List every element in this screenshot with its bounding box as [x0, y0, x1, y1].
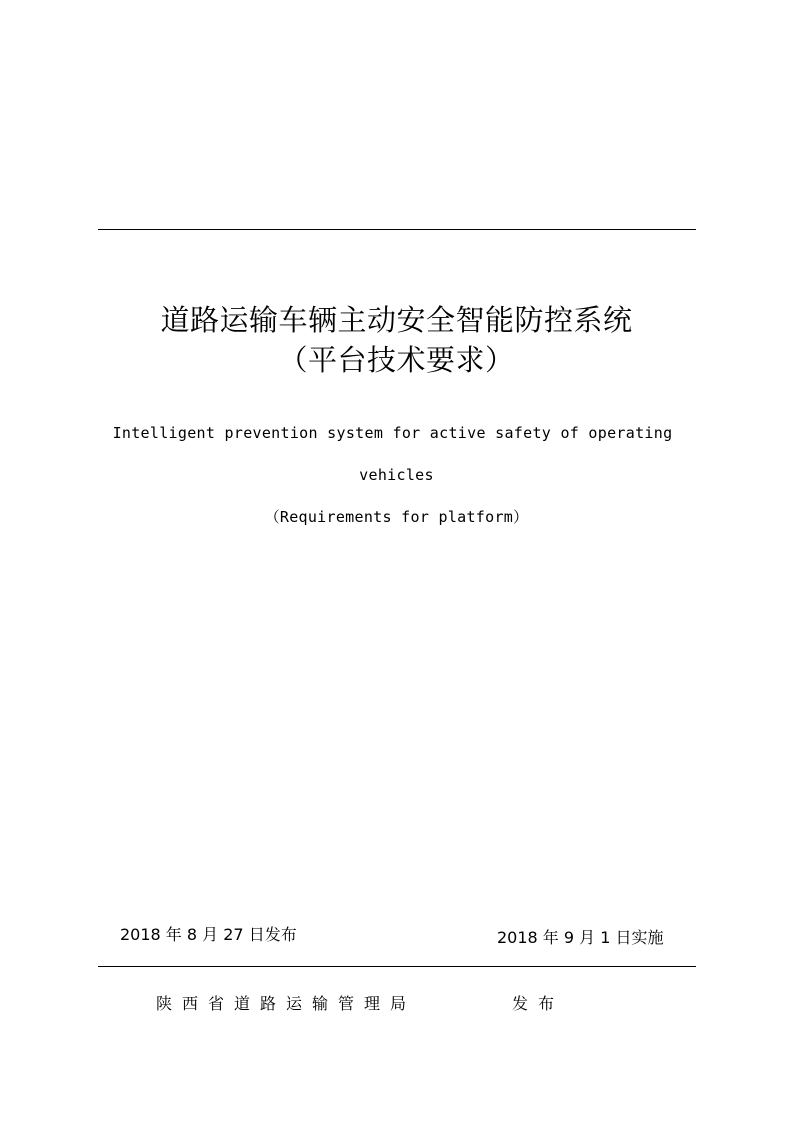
document-subtitle-en: （Requirements for platform）	[264, 508, 529, 526]
issue-date: 2018 年 8 月 27 日发布	[120, 925, 297, 944]
document-title-en-line-2: vehicles	[359, 466, 434, 484]
implementation-date: 2018 年 9 月 1 日实施	[497, 928, 664, 947]
publisher-name: 陕西省道路运输管理局	[156, 994, 417, 1013]
publish-label: 发布	[512, 994, 565, 1013]
bottom-divider	[98, 966, 696, 967]
document-title-cn: 道路运输车辆主动安全智能防控系统	[160, 303, 633, 337]
document-title-cn-subtitle: （平台技术要求）	[278, 343, 515, 377]
top-divider	[98, 229, 696, 230]
document-title-en-line-1: Intelligent prevention system for active safety of operating	[112, 424, 673, 442]
